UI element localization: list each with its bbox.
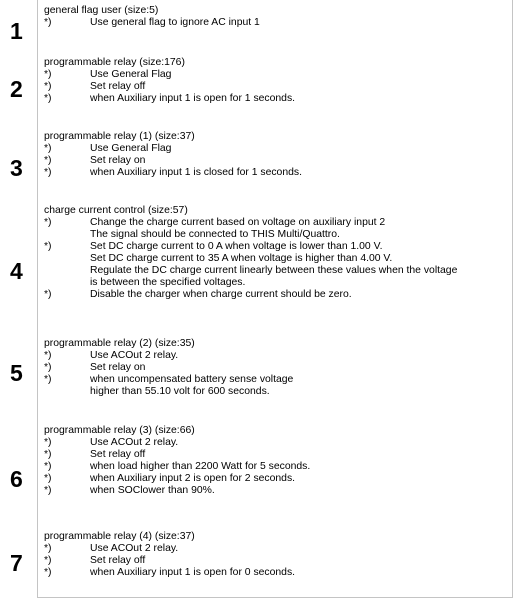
list-item: *) when Auxiliary input 1 is open for 0 seconds. xyxy=(44,567,296,578)
list-item: *) Use ACOut 2 relay. xyxy=(44,543,179,554)
assistant-block-programmable-relay-3 xyxy=(44,425,512,497)
list-item: *) Use ACOut 2 relay. xyxy=(44,350,179,361)
block-title: general flag user (size:5) xyxy=(44,5,159,16)
list-item: Regulate the DC charge current linearly between these values when the voltage xyxy=(90,265,458,276)
list-item: *) Disable the charger when charge current should be zero. xyxy=(44,289,352,300)
list-item: *) when Auxiliary input 1 is open for 1 seconds. xyxy=(44,93,296,104)
block-title: programmable relay (2) (size:35) xyxy=(44,338,195,349)
block-number-4: 4 xyxy=(10,258,23,284)
block-number-2: 2 xyxy=(10,76,23,102)
list-item: *) Use general flag to ignore AC input 1 xyxy=(44,17,260,28)
list-item: higher than 55.10 volt for 600 seconds. xyxy=(90,386,270,397)
block-number-6: 6 xyxy=(10,466,23,492)
block-number-7: 7 xyxy=(10,550,23,576)
block-number-5: 5 xyxy=(10,360,23,386)
list-item: *) Set relay off xyxy=(44,555,146,566)
assistant-block-programmable-relay-1 xyxy=(44,131,512,179)
assistant-block-charge-current-control xyxy=(44,205,512,301)
block-title: programmable relay (4) (size:37) xyxy=(44,531,195,542)
assistant-block-general-flag xyxy=(44,5,512,29)
list-item: Set DC charge current to 35 A when voltage is higher than 4.00 V. xyxy=(90,253,393,264)
list-item: *) Set relay on xyxy=(44,362,146,373)
list-item: *) Set DC charge current to 0 A when voltage is lower than 1.00 V. xyxy=(44,241,383,252)
assistant-block-programmable-relay-4 xyxy=(44,531,512,579)
list-item: The signal should be connected to THIS Multi/Quattro. xyxy=(90,229,340,240)
list-item: *) Set relay on xyxy=(44,155,146,166)
list-item: *) Set relay off xyxy=(44,81,146,92)
list-item: *) when SOClower than 90%. xyxy=(44,485,215,496)
assistant-block-programmable-relay xyxy=(44,57,512,105)
block-title: programmable relay (size:176) xyxy=(44,57,185,68)
list-item: *) Change the charge current based on voltage on auxiliary input 2 xyxy=(44,217,386,228)
list-item: *) when load higher than 2200 Watt for 5 seconds. xyxy=(44,461,311,472)
block-title: programmable relay (3) (size:66) xyxy=(44,425,195,436)
block-number-1: 1 xyxy=(10,18,23,44)
list-item: is between the specified voltages. xyxy=(90,277,246,288)
list-item: *) Use General Flag xyxy=(44,69,172,80)
list-item: *) Use ACOut 2 relay. xyxy=(44,437,179,448)
list-item: *) Use General Flag xyxy=(44,143,172,154)
block-title: charge current control (size:57) xyxy=(44,205,188,216)
block-title: programmable relay (1) (size:37) xyxy=(44,131,195,142)
list-item: *) Set relay off xyxy=(44,449,146,460)
list-item: *) when uncompensated battery sense voltage xyxy=(44,374,294,385)
assistant-block-programmable-relay-2 xyxy=(44,338,512,398)
list-item: *) when Auxiliary input 2 is open for 2 seconds. xyxy=(44,473,296,484)
list-item: *) when Auxiliary input 1 is closed for 1 seconds. xyxy=(44,167,302,178)
block-number-3: 3 xyxy=(10,155,23,181)
